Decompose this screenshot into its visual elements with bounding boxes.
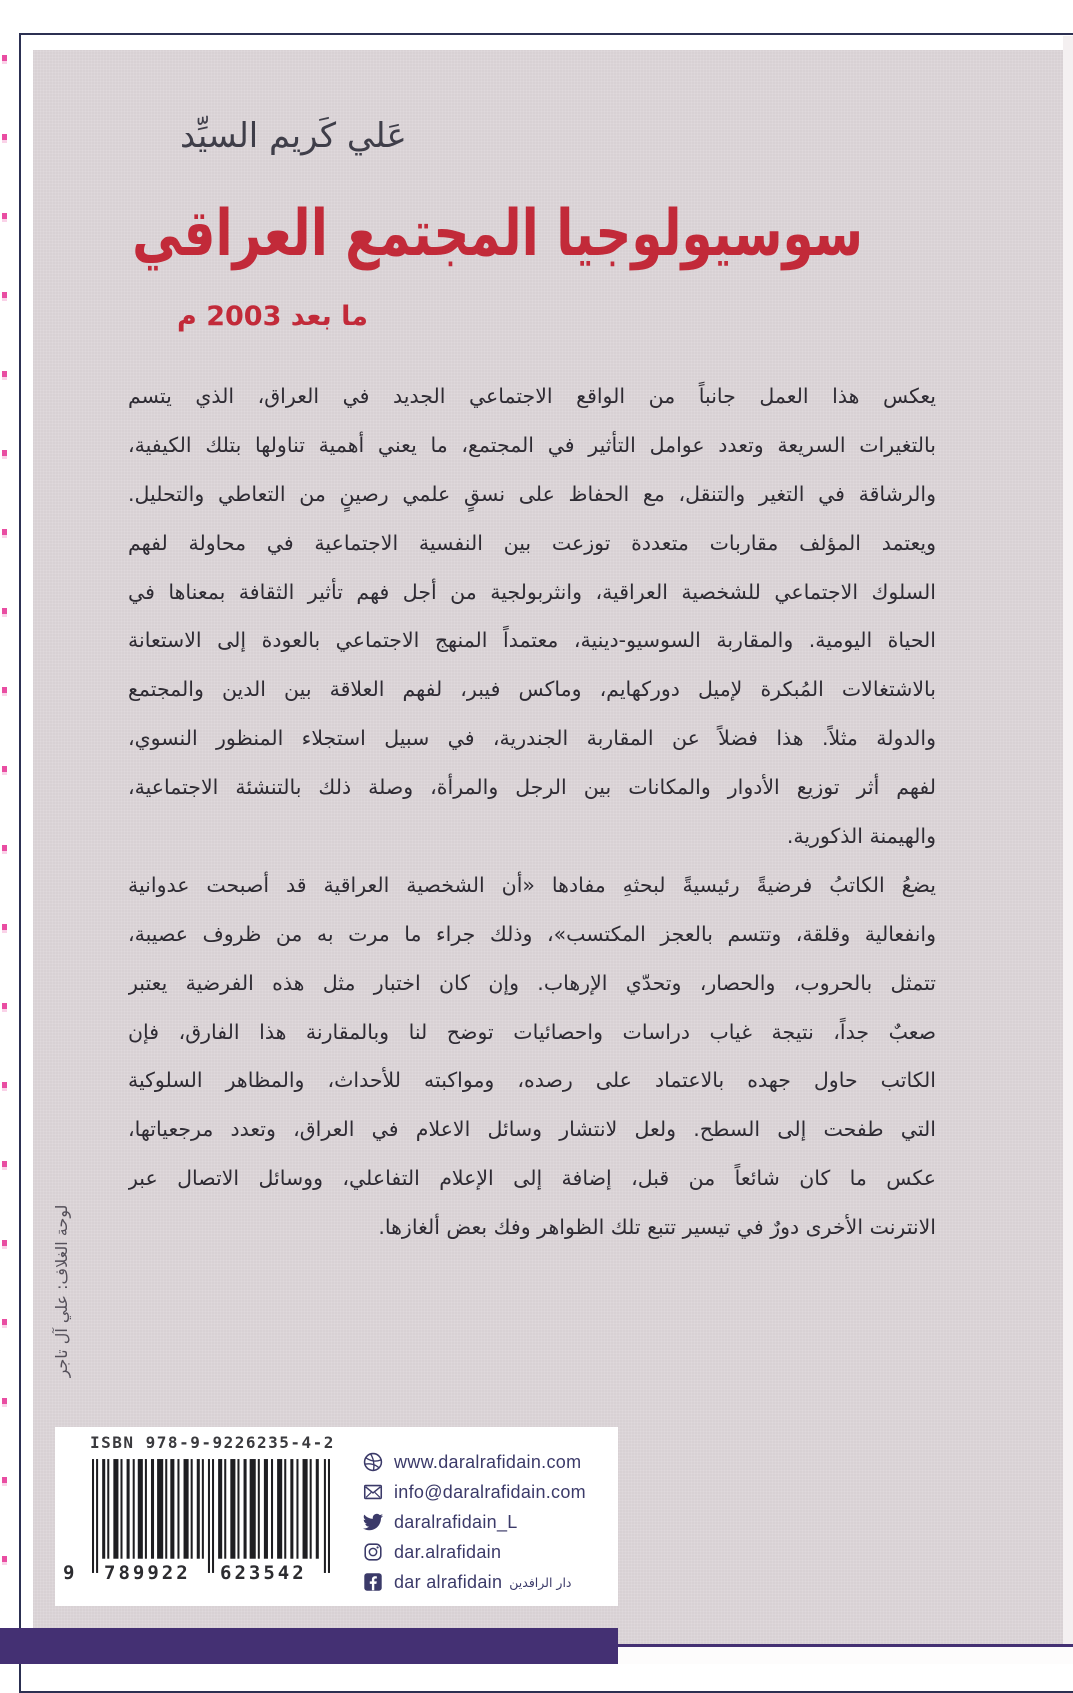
instagram-handle: dar.alrafidain [394,1541,502,1562]
twitter-handle: daralrafidain_L [394,1511,518,1532]
description-line: والدولة مثلاً. هذا فضلاً عن المقاربة الجندرية، في سبيل استجلاء المنظور النسوي، [128,726,936,751]
description-line: والهيمنة الذكورية. [786,824,936,849]
page-edge-pink-marks [2,55,7,1615]
description-line: بالاشتغالات المُبكرة لإميل دوركهايم، وماكس فيبر، لفهم العلاقة بين الدين والمجتمع [128,677,936,702]
description-line: تتمثل بالحروب، والحصار، وتحدّي الإرهاب. وإن كان اختبار مثل هذه الفرضية يعتبر [128,970,936,995]
isbn-label: ISBN 978-9-9226235-4-2 [90,1433,335,1452]
twitter-icon [362,1511,384,1533]
author-name: عَلي كَريم السيِّد [180,116,407,156]
description-line: السلوك الاجتماعي للشخصية العراقية، وانثربولجية من أجل فهم تأثير الثقافة بمعناها في [128,579,936,604]
contact-row-twitter [362,1510,614,1534]
description-line: يضعُ الكاتبُ فرضيةً رئيسيةً لبحثهِ مفادها «أن الشخصية العراقية قد أصبحت عدوانية [128,872,936,897]
description-line: ويعتمد المؤلف مقاربات متعددة توزعت بين النفسية الاجتماعية في محاولة لفهم [128,530,936,555]
description-line: يعكس هذا العمل جانباً من الواقع الاجتماعي الجديد في العراق، الذي يتسم [128,384,936,408]
contact-row-facebook [362,1570,614,1594]
contact-row-website [362,1450,614,1474]
facebook-icon [362,1571,384,1593]
description-line: التي طفحت إلى السطح. ولعل لانتشار وسائل الاعلام في العراق، وتعدد مرجعياتها، [128,1117,936,1142]
cover-artist-credit: لوحة الغلاف: علي آل تاجر [52,1204,71,1378]
email-icon [362,1481,384,1503]
contact-row-email [362,1480,614,1504]
email-address: info@daralrafidain.com [394,1481,586,1502]
back-cover-description [128,372,936,1252]
description-line: لفهم أثر توزيع الأدوار والمكانات بين الرجل والمرأة، وصلة ذلك بالتنشئة الاجتماعية، [128,775,936,800]
page-edge-bottom [618,1647,1073,1664]
facebook-handle: dar alrafidain [394,1571,503,1592]
book-title: سوسيولوجيا المجتمع العراقي [132,196,863,271]
description-line: الكاتب حاول جهده بالاعتماد على رصده، ومواكبته للأحداث، والمظاهر السلوكية [128,1068,936,1093]
barcode-digits-right: 623542 [220,1562,307,1584]
publisher-name-arabic: دار الرافدين [509,1574,572,1590]
globe-icon [362,1451,384,1473]
description-line: عكس ما كان شائعاً من قبل، إضافة إلى الإعلام التفاعلي، ووسائل الاتصال عبر [128,1166,936,1191]
barcode-digits-left: 789922 [104,1562,191,1584]
barcode-digit-lead: 9 [63,1562,78,1584]
bottom-purple-bar [0,1628,618,1664]
description-line: الحياة اليومية. والمقاربة السوسيو-دينية، معتمداً المنهج الاجتماعي بالعودة إلى الاستعانة [128,628,936,653]
description-line: صعبٌ جداً، نتيجة غياب دراسات واحصائيات توضح لنا وبالمقارنة هذا الفارق، فإن [128,1019,936,1044]
description-line: وانفعالية وقلقة، وتتسم بالعجز المكتسب»، وذلك جراء ما مرت به من ظروف عصيبة، [128,921,936,946]
instagram-icon [362,1541,384,1563]
ean13-barcode [92,1459,330,1573]
description-line: الانترنت الأخرى دورٌ في تيسير تتبع تلك الظواهر وفك بعض ألغازها. [378,1215,936,1240]
description-line: والرشاقة في التغير والتنقل، مع الحفاظ على نسقٍ علمي رصينٍ من التعاطي والتحليل. [128,481,936,506]
website-url: www.daralrafidain.com [394,1451,582,1472]
contact-row-instagram [362,1540,614,1564]
page-edge-right [1063,36,1073,1646]
book-subtitle: ما بعد 2003 م [177,301,368,332]
description-line: بالتغيرات السريعة وتعدد عوامل التأثير في المجتمع، ما يعني أهمية تناولها بتلك الكيفية، [128,432,936,457]
publisher-contact-list [362,1450,614,1600]
